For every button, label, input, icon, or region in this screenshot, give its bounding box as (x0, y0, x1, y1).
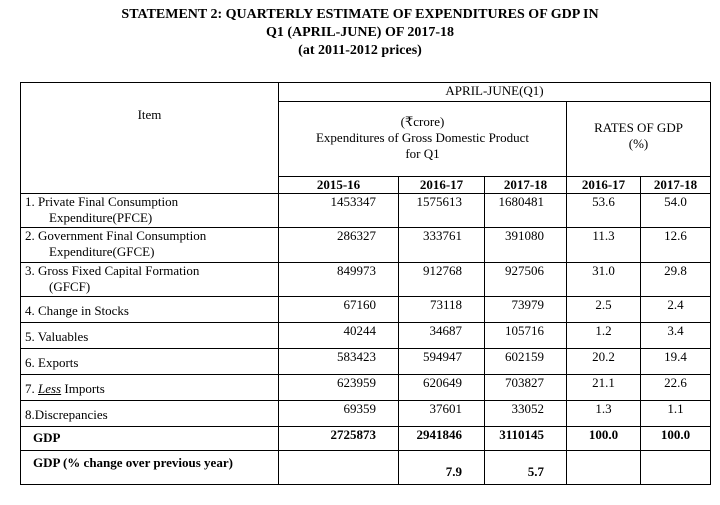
rate-cell: 100.0 (641, 427, 711, 451)
year-header: 2015-16 (279, 177, 399, 194)
expenditure-header-line2: for Q1 (405, 146, 440, 161)
statement-title-line2: Q1 (APRIL-JUNE) OF 2017-18 (265, 25, 455, 40)
value-cell: 67160 (279, 297, 399, 323)
row-label-line1: 3. Gross Fixed Capital Formation (25, 263, 200, 278)
table-row (21, 228, 711, 263)
value-cell: 2941846 (399, 427, 485, 451)
rate-cell: 1.1 (641, 401, 711, 427)
period-header: APRIL-JUNE(Q1) (279, 83, 711, 102)
value-cell: 40244 (279, 323, 399, 349)
rate-cell: 21.1 (567, 375, 641, 401)
rate-cell: 1.3 (567, 401, 641, 427)
row-label (21, 194, 279, 228)
value-cell: 703827 (485, 375, 567, 401)
year-header: 2017-18 (485, 177, 567, 194)
value-cell: 286327 (279, 228, 399, 263)
row-label-line1: 1. Private Final Consumption (25, 194, 179, 209)
row-label-prefix: 7. (25, 381, 38, 396)
rates-header-line1: RATES OF GDP (594, 120, 683, 135)
rate-cell: 12.6 (641, 228, 711, 263)
value-cell: 2725873 (279, 427, 399, 451)
value-cell: 34687 (399, 323, 485, 349)
value-cell: 69359 (279, 401, 399, 427)
row-label (21, 375, 279, 401)
value-cell: 1575613 (399, 194, 485, 228)
row-label (21, 263, 279, 297)
value-cell: 105716 (485, 323, 567, 349)
value-cell: 73979 (485, 297, 567, 323)
table-row (21, 375, 711, 401)
value-cell: 583423 (279, 349, 399, 375)
empty-cell (641, 451, 711, 485)
rate-cell: 100.0 (567, 427, 641, 451)
table-row (21, 194, 711, 228)
row-label-line2: Expenditure(PFCE) (49, 210, 153, 225)
value-cell: 602159 (485, 349, 567, 375)
row-label-line2: Expenditure(GFCE) (49, 244, 155, 259)
rates-header (567, 102, 711, 177)
rate-cell: 11.3 (567, 228, 641, 263)
gdp-row (21, 427, 711, 451)
row-label (21, 228, 279, 263)
row-label: 4. Change in Stocks (21, 297, 279, 323)
value-cell: 33052 (485, 401, 567, 427)
gdp-expenditure-table (20, 82, 711, 485)
row-label: 8.Discrepancies (21, 401, 279, 427)
value-cell: 849973 (279, 263, 399, 297)
value-cell: 927506 (485, 263, 567, 297)
row-label: 5. Valuables (21, 323, 279, 349)
rate-cell: 53.6 (567, 194, 641, 228)
value-cell: 1453347 (279, 194, 399, 228)
table-row (21, 263, 711, 297)
expenditure-header-line1: Expenditures of Gross Domestic Product (315, 130, 530, 145)
value-cell: 912768 (399, 263, 485, 297)
value-cell: 391080 (485, 228, 567, 263)
row-label-line1: 2. Government Final Consumption (25, 228, 207, 243)
rate-cell: 22.6 (641, 375, 711, 401)
row-label-line2: (GFCF) (49, 279, 91, 294)
rate-cell: 31.0 (567, 263, 641, 297)
gdp-change-row (21, 451, 711, 485)
gdp-label: GDP (21, 427, 279, 451)
empty-cell (567, 451, 641, 485)
value-cell: 1680481 (485, 194, 567, 228)
value-cell: 7.9 (399, 451, 485, 485)
table-row (21, 297, 711, 323)
rate-year-header: 2017-18 (641, 177, 711, 194)
gdp-change-label: GDP (% change over previous year) (21, 451, 279, 485)
rate-year-header: 2016-17 (567, 177, 641, 194)
unit-label: (₹crore) (400, 114, 445, 129)
rate-cell: 2.4 (641, 297, 711, 323)
item-header: Item (21, 83, 279, 194)
value-cell: 333761 (399, 228, 485, 263)
table-row (21, 349, 711, 375)
value-cell: 594947 (399, 349, 485, 375)
less-label: Less (38, 381, 62, 396)
row-label-suffix: Imports (61, 381, 105, 396)
rates-header-line2: (%) (628, 136, 649, 151)
value-cell (279, 451, 399, 485)
statement-title-line1: STATEMENT 2: QUARTERLY ESTIMATE OF EXPENDITURES OF GDP IN (121, 7, 599, 22)
table-row (21, 323, 711, 349)
expenditure-header (279, 102, 567, 177)
rate-cell: 19.4 (641, 349, 711, 375)
rate-cell: 29.8 (641, 263, 711, 297)
rate-cell: 3.4 (641, 323, 711, 349)
statement-title-line3: (at 2011-2012 prices) (298, 43, 422, 58)
rate-cell: 1.2 (567, 323, 641, 349)
value-cell: 73118 (399, 297, 485, 323)
row-label: 6. Exports (21, 349, 279, 375)
rate-cell: 20.2 (567, 349, 641, 375)
value-cell: 3110145 (485, 427, 567, 451)
table-row (21, 401, 711, 427)
year-header: 2016-17 (399, 177, 485, 194)
value-cell: 37601 (399, 401, 485, 427)
rate-cell: 2.5 (567, 297, 641, 323)
value-cell: 620649 (399, 375, 485, 401)
value-cell: 5.7 (485, 451, 567, 485)
rate-cell: 54.0 (641, 194, 711, 228)
value-cell: 623959 (279, 375, 399, 401)
